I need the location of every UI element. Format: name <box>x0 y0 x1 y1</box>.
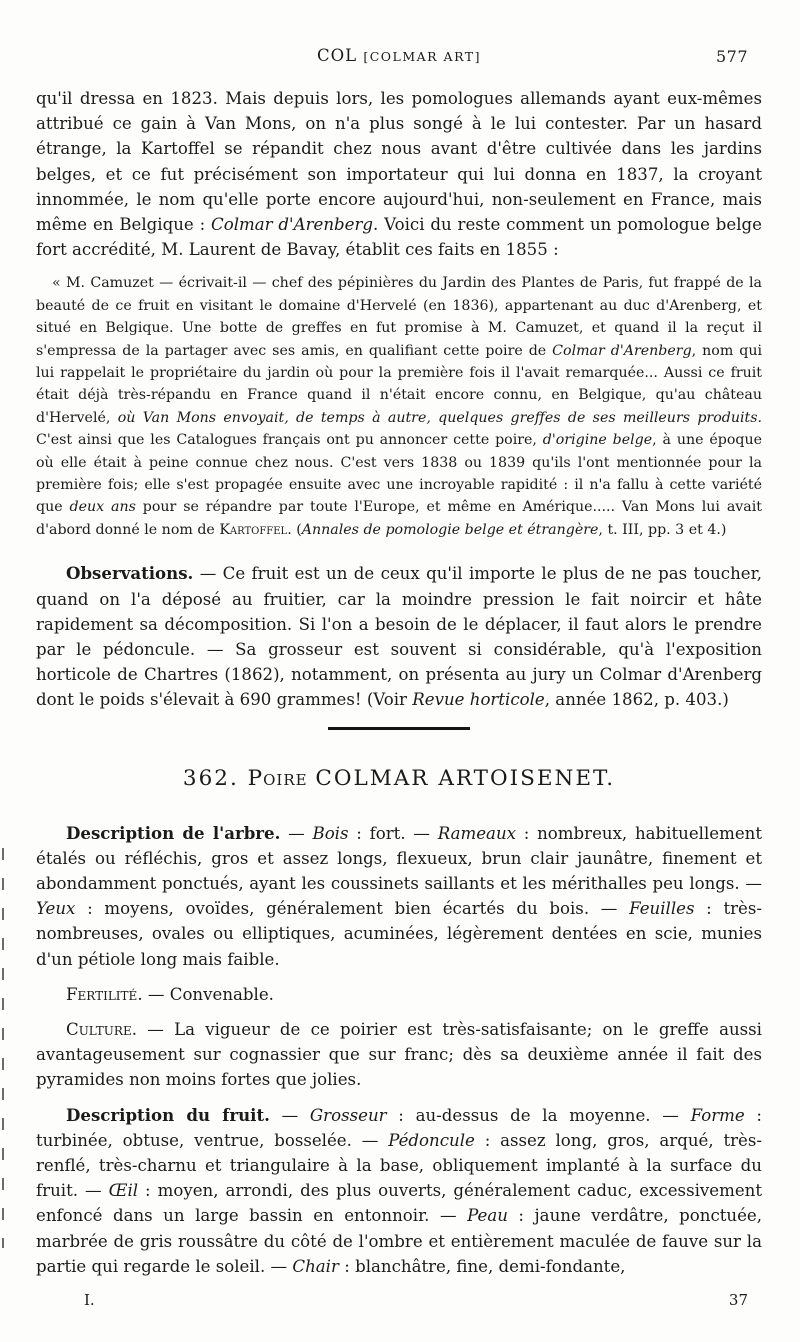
paragraph-description-arbre: Description de l'arbre. — Bois : fort. — Rameaux : nombreux, habituellement étalés ou réfléchis, gros et assez longs, flexueux, brun clair jaunâtre, finement et abondamment ponctués, ayant les coussinets saillants et les mérithalles peu longs. — Yeux : moyens, ovoïdes, généralement bien écartés du bois. — Feuilles : très-nombreuses, ovales ou elliptiques, acuminées, légèrement dentées en scie, munies d'un pétiole long mais faible. <box>36 822 763 969</box>
paragraph-fertilite: Fertilité. — Convenable. <box>66 984 274 1004</box>
page-footer <box>36 1289 762 1309</box>
signature-mark: I. <box>84 1290 95 1309</box>
page-number-header: 577 <box>715 47 748 66</box>
page-number-footer: 37 <box>728 1290 748 1309</box>
section-divider-rule <box>328 727 470 730</box>
section-heading-poire-colmar-artoisenet: 362. Poire COLMAR ARTOISENET. <box>182 765 616 791</box>
paragraph-intro: qu'il dressa en 1823. Mais depuis lors, les pomologues allemands ayant eux-mêmes attribué ce gain à Van Mons, on n'a plus songé à le lui contester. Par un hasard étrange, la Kartoffel se répandit chez nous avant d'être cultivée dans les jardins belges, et ce fut précisément son importateur qui lui donna en 1837, la croyant innommée, le nom qu'elle porte encore aujourd'hui, non-seulement en France, mais même en Belgique : Colmar d'Arenberg. Voici du reste comment un pomologue belge fort accrédité, M. Laurent de Bavay, établit ces faits en 1855 : <box>36 89 762 260</box>
paragraph-observations: Observations. — Ce fruit est un de ceux qu'il importe le plus de ne pas toucher, quand on l'a déposé au fruitier, car la moindre pression le fait noircir et hâte rapidement sa décomposition. Si l'on a besoin de le déplacer, il faut alors le prendre par le pédoncule. — Sa grosseur est souvent si considérable, qu'à l'exposition horticole de Chartres (1862), notamment, on présenta au jury un Colmar d'Arenberg dont le poids s'élevait à 690 grammes! (Voir Revue horticole, année 1862, p. 403.) <box>36 563 762 710</box>
running-title <box>317 46 481 65</box>
running-title-main: COL <box>317 46 364 65</box>
scan-edge-artifact <box>2 848 4 1248</box>
paragraph-description-fruit: Description du fruit. — Grosseur : au-dessus de la moyenne. — Forme : turbinée, obtuse, ventrue, bosselée. — Pédoncule : assez long, gros, arqué, très-renflé, très-charnu et triangulaire à la base, obliquement implanté à la surface du fruit. — Œil : moyen, arrondi, des plus ouverts, généralement caduc, excessivement enfoncé dans un large bassin en entonnoir. — Peau : jaune verdâtre, ponctuée, marbrée de gris roussâtre du côté de l'ombre et entièrement maculée de fauve sur la partie qui regarde le soleil. — Chair : blanchâtre, fine, demi-fondante, <box>36 1104 763 1276</box>
running-header <box>36 46 762 68</box>
paragraph-quote-bavay: « M. Camuzet — écrivait-il — chef des pépinières du Jardin des Plantes de Paris, fut frappé de la beauté de ce fruit en visitant le domaine d'Hervelé (en 1836), appartenant au duc d'Arenberg, et situé en Belgique. Une botte de greffes en fut promise à M. Camuzet, et quand il la reçut il s'empressa de la partager avec ses amis, en qualifiant cette poire de Colmar d'Arenberg, nom qui lui rappelait le propriétaire du jardin où pour la première fois il l'avait remarquée... Aussi ce fruit était déjà très-répandu en France quand il n'était encore connu, en Belgique, qu'au château d'Hervelé, où Van Mons envoyait, de temps à autre, quelques greffes de ses meilleurs produits. C'est ainsi que les Catalogues français ont pu annoncer cette poire, d'origine belge, à une époque où elle était à peine connue chez nous. C'est vers 1838 ou 1839 qu'ils l'ont mentionnée pour la première fois; elle s'est propagée ensuite avec une incroyable rapidité : il n'a fallu à cette variété que deux ans pour se répandre par toute l'Europe, et même en Amérique..... Van Mons lui avait d'abord donné le nom de Kartoffel. (Annales de pomologie belge et étrangère, t. III, pp. 3 et 4.) <box>36 275 763 538</box>
paragraph-culture: Culture. — La vigueur de ce poirier est très-satisfaisante; on le greffe aussi avantageusement sur cognassier que sur franc; dès sa deuxième année il fait des pyramides non moins fortes que jolies. <box>36 1019 762 1090</box>
running-title-bracket: [COLMAR ART] <box>363 49 481 64</box>
